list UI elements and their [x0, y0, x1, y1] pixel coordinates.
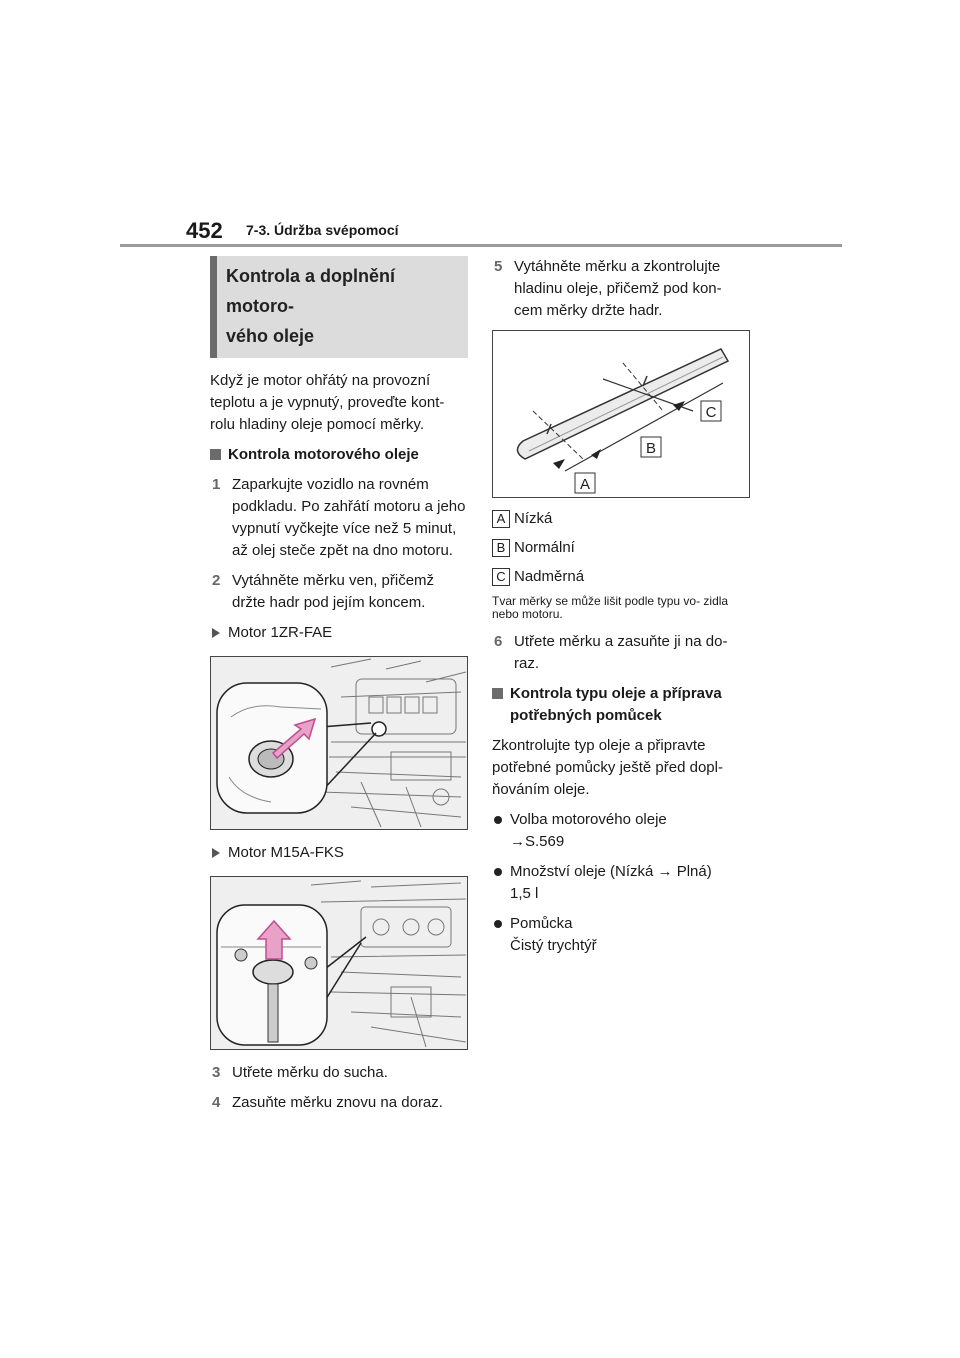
right-column — [492, 256, 750, 965]
engine-label-2: Motor M15A-FKS — [210, 842, 468, 864]
left-column — [210, 256, 468, 1122]
step-1: 1 Zaparkujte vozidlo na rovném podkladu. Po zahřátí motoru a jeho vypnutí vyčkejte více než 5 minut, až olej steče zpět na dno motoru. — [212, 476, 466, 559]
subheading-oil-check: Kontrola motorového oleje — [210, 444, 468, 466]
bullet-dot-icon — [494, 868, 502, 876]
dipstick-illustration — [492, 330, 750, 498]
legend-normal: B Normální — [492, 537, 750, 559]
triangle-arrow-icon — [212, 628, 220, 638]
dipstick-note: Tvar měrky se může lišit podle typu vo- zidla nebo motoru. — [492, 594, 729, 621]
bullet-tool: Pomůcka Čistý trychtýř — [492, 913, 750, 957]
header-rule — [120, 244, 842, 247]
intro-text: Když je motor ohřátý na provozní teplotu a je vypnutý, proveďte kont- rolu hladiny oleje pomocí měrky. — [210, 372, 445, 433]
page-number: 452 — [186, 218, 223, 243]
engine-1zr-illustration — [210, 656, 468, 830]
step-3: 3 Utřete měrku do sucha. — [212, 1064, 388, 1081]
legend-low: A Nízká — [492, 508, 750, 530]
bullet-oil-selection: Volba motorového oleje →S.569 — [492, 809, 750, 853]
step-5: 5 Vytáhněte měrku a zkontrolujte hladinu oleje, přičemž pod kon- cem měrky držte hadr. — [494, 258, 722, 319]
step-6: 6 Utřete měrku a zasuňte ji na do- raz. — [494, 633, 728, 672]
page-reference-link: →S.569 — [510, 833, 565, 850]
subheading-oil-type: Kontrola typu oleje a příprava potřebných pomůcek — [492, 683, 750, 727]
engine-m15a-illustration — [210, 876, 468, 1050]
step-4: 4 Zasuňte měrku znovu na doraz. — [212, 1094, 443, 1111]
square-bullet-icon — [210, 449, 221, 460]
section-title: 7-3. Údržba svépomocí — [246, 222, 399, 238]
engine-label-1: Motor 1ZR-FAE — [210, 622, 468, 644]
triangle-arrow-icon — [212, 848, 220, 858]
dip-label-c: C — [705, 404, 717, 421]
bullet-dot-icon — [494, 816, 502, 824]
bullet-oil-quantity: Množství oleje (Nízká → Plná) 1,5 l — [492, 861, 750, 905]
dip-label-b: B — [645, 440, 657, 457]
dip-label-a: A — [579, 476, 591, 493]
oil-type-text: Zkontrolujte typ oleje a připravte potřebné pomůcky ještě před dopl- ňováním oleje. — [492, 737, 723, 798]
section-heading: Kontrola a doplnění motoro- vého oleje — [210, 256, 468, 358]
step-2: 2 Vytáhněte měrku ven, přičemž držte hadr pod jejím koncem. — [212, 572, 435, 611]
square-bullet-icon — [492, 688, 503, 699]
bullet-dot-icon — [494, 920, 502, 928]
legend-excessive: C Nadměrná — [492, 566, 750, 588]
